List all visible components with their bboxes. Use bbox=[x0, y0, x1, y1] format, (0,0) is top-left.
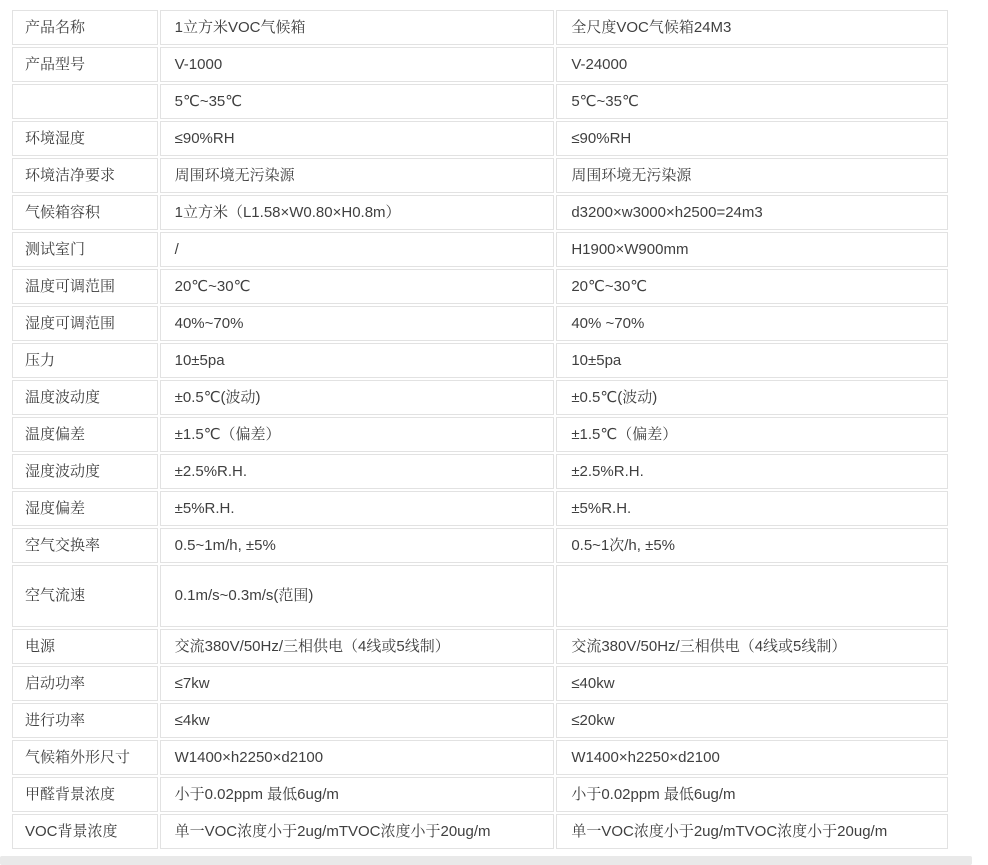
row-label-cell: 环境湿度 bbox=[12, 121, 158, 156]
row-label-cell: 压力 bbox=[12, 343, 158, 378]
row-label-cell: 产品名称 bbox=[12, 10, 158, 45]
table-row bbox=[12, 454, 948, 489]
value-cell-v24000: 0.5~1次/h, ±5% bbox=[556, 528, 948, 563]
table-row bbox=[12, 10, 948, 45]
value-cell-v1000: W1400×h2250×d2100 bbox=[160, 740, 555, 775]
row-label-cell: 空气流速 bbox=[12, 565, 158, 627]
table-row bbox=[12, 232, 948, 267]
table-row bbox=[12, 777, 948, 812]
table-row bbox=[12, 84, 948, 119]
row-label-cell: 气候箱容积 bbox=[12, 195, 158, 230]
row-label-cell: 甲醛背景浓度 bbox=[12, 777, 158, 812]
row-label-cell: 环境洁净要求 bbox=[12, 158, 158, 193]
table-row bbox=[12, 380, 948, 415]
value-cell-v24000: 全尺度VOC气候箱24M3 bbox=[556, 10, 948, 45]
value-cell-v1000: ±2.5%R.H. bbox=[160, 454, 555, 489]
table-row bbox=[12, 528, 948, 563]
table-row bbox=[12, 343, 948, 378]
value-cell-v24000: 小于0.02ppm 最低6ug/m bbox=[556, 777, 948, 812]
value-cell-v1000: / bbox=[160, 232, 555, 267]
value-cell-v1000: ≤4kw bbox=[160, 703, 555, 738]
row-label-cell: VOC背景浓度 bbox=[12, 814, 158, 849]
table-row bbox=[12, 814, 948, 849]
value-cell-v1000: 0.5~1m/h, ±5% bbox=[160, 528, 555, 563]
row-label-cell: 温度可调范围 bbox=[12, 269, 158, 304]
value-cell-v24000: ±0.5℃(波动) bbox=[556, 380, 948, 415]
value-cell-v1000: ±5%R.H. bbox=[160, 491, 555, 526]
row-label-cell: 电源 bbox=[12, 629, 158, 664]
row-label-cell bbox=[12, 84, 158, 119]
value-cell-v24000: ≤20kw bbox=[556, 703, 948, 738]
value-cell-v24000: 5℃~35℃ bbox=[556, 84, 948, 119]
row-label-cell: 测试室门 bbox=[12, 232, 158, 267]
value-cell-v1000: ≤90%RH bbox=[160, 121, 555, 156]
value-cell-v24000: 交流380V/50Hz/三相供电（4线或5线制） bbox=[556, 629, 948, 664]
value-cell-v1000: 10±5pa bbox=[160, 343, 555, 378]
table-row bbox=[12, 703, 948, 738]
value-cell-v1000: 20℃~30℃ bbox=[160, 269, 555, 304]
value-cell-v24000: ±2.5%R.H. bbox=[556, 454, 948, 489]
table-row bbox=[12, 666, 948, 701]
spec-table-body bbox=[12, 10, 948, 849]
table-row bbox=[12, 740, 948, 775]
value-cell-v1000: 40%~70% bbox=[160, 306, 555, 341]
value-cell-v1000: 单一VOC浓度小于2ug/mTVOC浓度小于20ug/m bbox=[160, 814, 555, 849]
value-cell-v1000: ±0.5℃(波动) bbox=[160, 380, 555, 415]
table-row bbox=[12, 306, 948, 341]
value-cell-v24000 bbox=[556, 565, 948, 627]
row-label-cell: 进行功率 bbox=[12, 703, 158, 738]
table-row bbox=[12, 158, 948, 193]
table-row bbox=[12, 629, 948, 664]
row-label-cell: 启动功率 bbox=[12, 666, 158, 701]
value-cell-v24000: W1400×h2250×d2100 bbox=[556, 740, 948, 775]
row-label-cell: 温度波动度 bbox=[12, 380, 158, 415]
value-cell-v24000: ≤40kw bbox=[556, 666, 948, 701]
value-cell-v24000: ±1.5℃（偏差） bbox=[556, 417, 948, 452]
value-cell-v1000: ≤7kw bbox=[160, 666, 555, 701]
value-cell-v1000: 5℃~35℃ bbox=[160, 84, 555, 119]
row-label-cell: 温度偏差 bbox=[12, 417, 158, 452]
value-cell-v1000: 周围环境无污染源 bbox=[160, 158, 555, 193]
value-cell-v24000: 10±5pa bbox=[556, 343, 948, 378]
value-cell-v24000: d3200×w3000×h2500=24m3 bbox=[556, 195, 948, 230]
value-cell-v1000: 0.1m/s~0.3m/s(范围) bbox=[160, 565, 555, 627]
product-spec-table bbox=[10, 8, 950, 851]
table-row bbox=[12, 491, 948, 526]
row-label-cell: 湿度可调范围 bbox=[12, 306, 158, 341]
value-cell-v24000: 周围环境无污染源 bbox=[556, 158, 948, 193]
value-cell-v1000: 1立方米（L1.58×W0.80×H0.8m） bbox=[160, 195, 555, 230]
value-cell-v1000: 交流380V/50Hz/三相供电（4线或5线制） bbox=[160, 629, 555, 664]
row-label-cell: 空气交换率 bbox=[12, 528, 158, 563]
value-cell-v1000: V-1000 bbox=[160, 47, 555, 82]
spec-page bbox=[10, 8, 950, 851]
value-cell-v24000: 40% ~70% bbox=[556, 306, 948, 341]
table-row bbox=[12, 565, 948, 627]
value-cell-v24000: V-24000 bbox=[556, 47, 948, 82]
bottom-strip bbox=[0, 856, 972, 865]
value-cell-v24000: 单一VOC浓度小于2ug/mTVOC浓度小于20ug/m bbox=[556, 814, 948, 849]
row-label-cell: 湿度偏差 bbox=[12, 491, 158, 526]
value-cell-v24000: 20℃~30℃ bbox=[556, 269, 948, 304]
row-label-cell: 湿度波动度 bbox=[12, 454, 158, 489]
table-row bbox=[12, 195, 948, 230]
value-cell-v1000: ±1.5℃（偏差） bbox=[160, 417, 555, 452]
value-cell-v24000: ≤90%RH bbox=[556, 121, 948, 156]
table-row bbox=[12, 47, 948, 82]
value-cell-v1000: 1立方米VOC气候箱 bbox=[160, 10, 555, 45]
table-row bbox=[12, 269, 948, 304]
table-row bbox=[12, 121, 948, 156]
row-label-cell: 产品型号 bbox=[12, 47, 158, 82]
table-row bbox=[12, 417, 948, 452]
row-label-cell: 气候箱外形尺寸 bbox=[12, 740, 158, 775]
value-cell-v1000: 小于0.02ppm 最低6ug/m bbox=[160, 777, 555, 812]
value-cell-v24000: H1900×W900mm bbox=[556, 232, 948, 267]
value-cell-v24000: ±5%R.H. bbox=[556, 491, 948, 526]
